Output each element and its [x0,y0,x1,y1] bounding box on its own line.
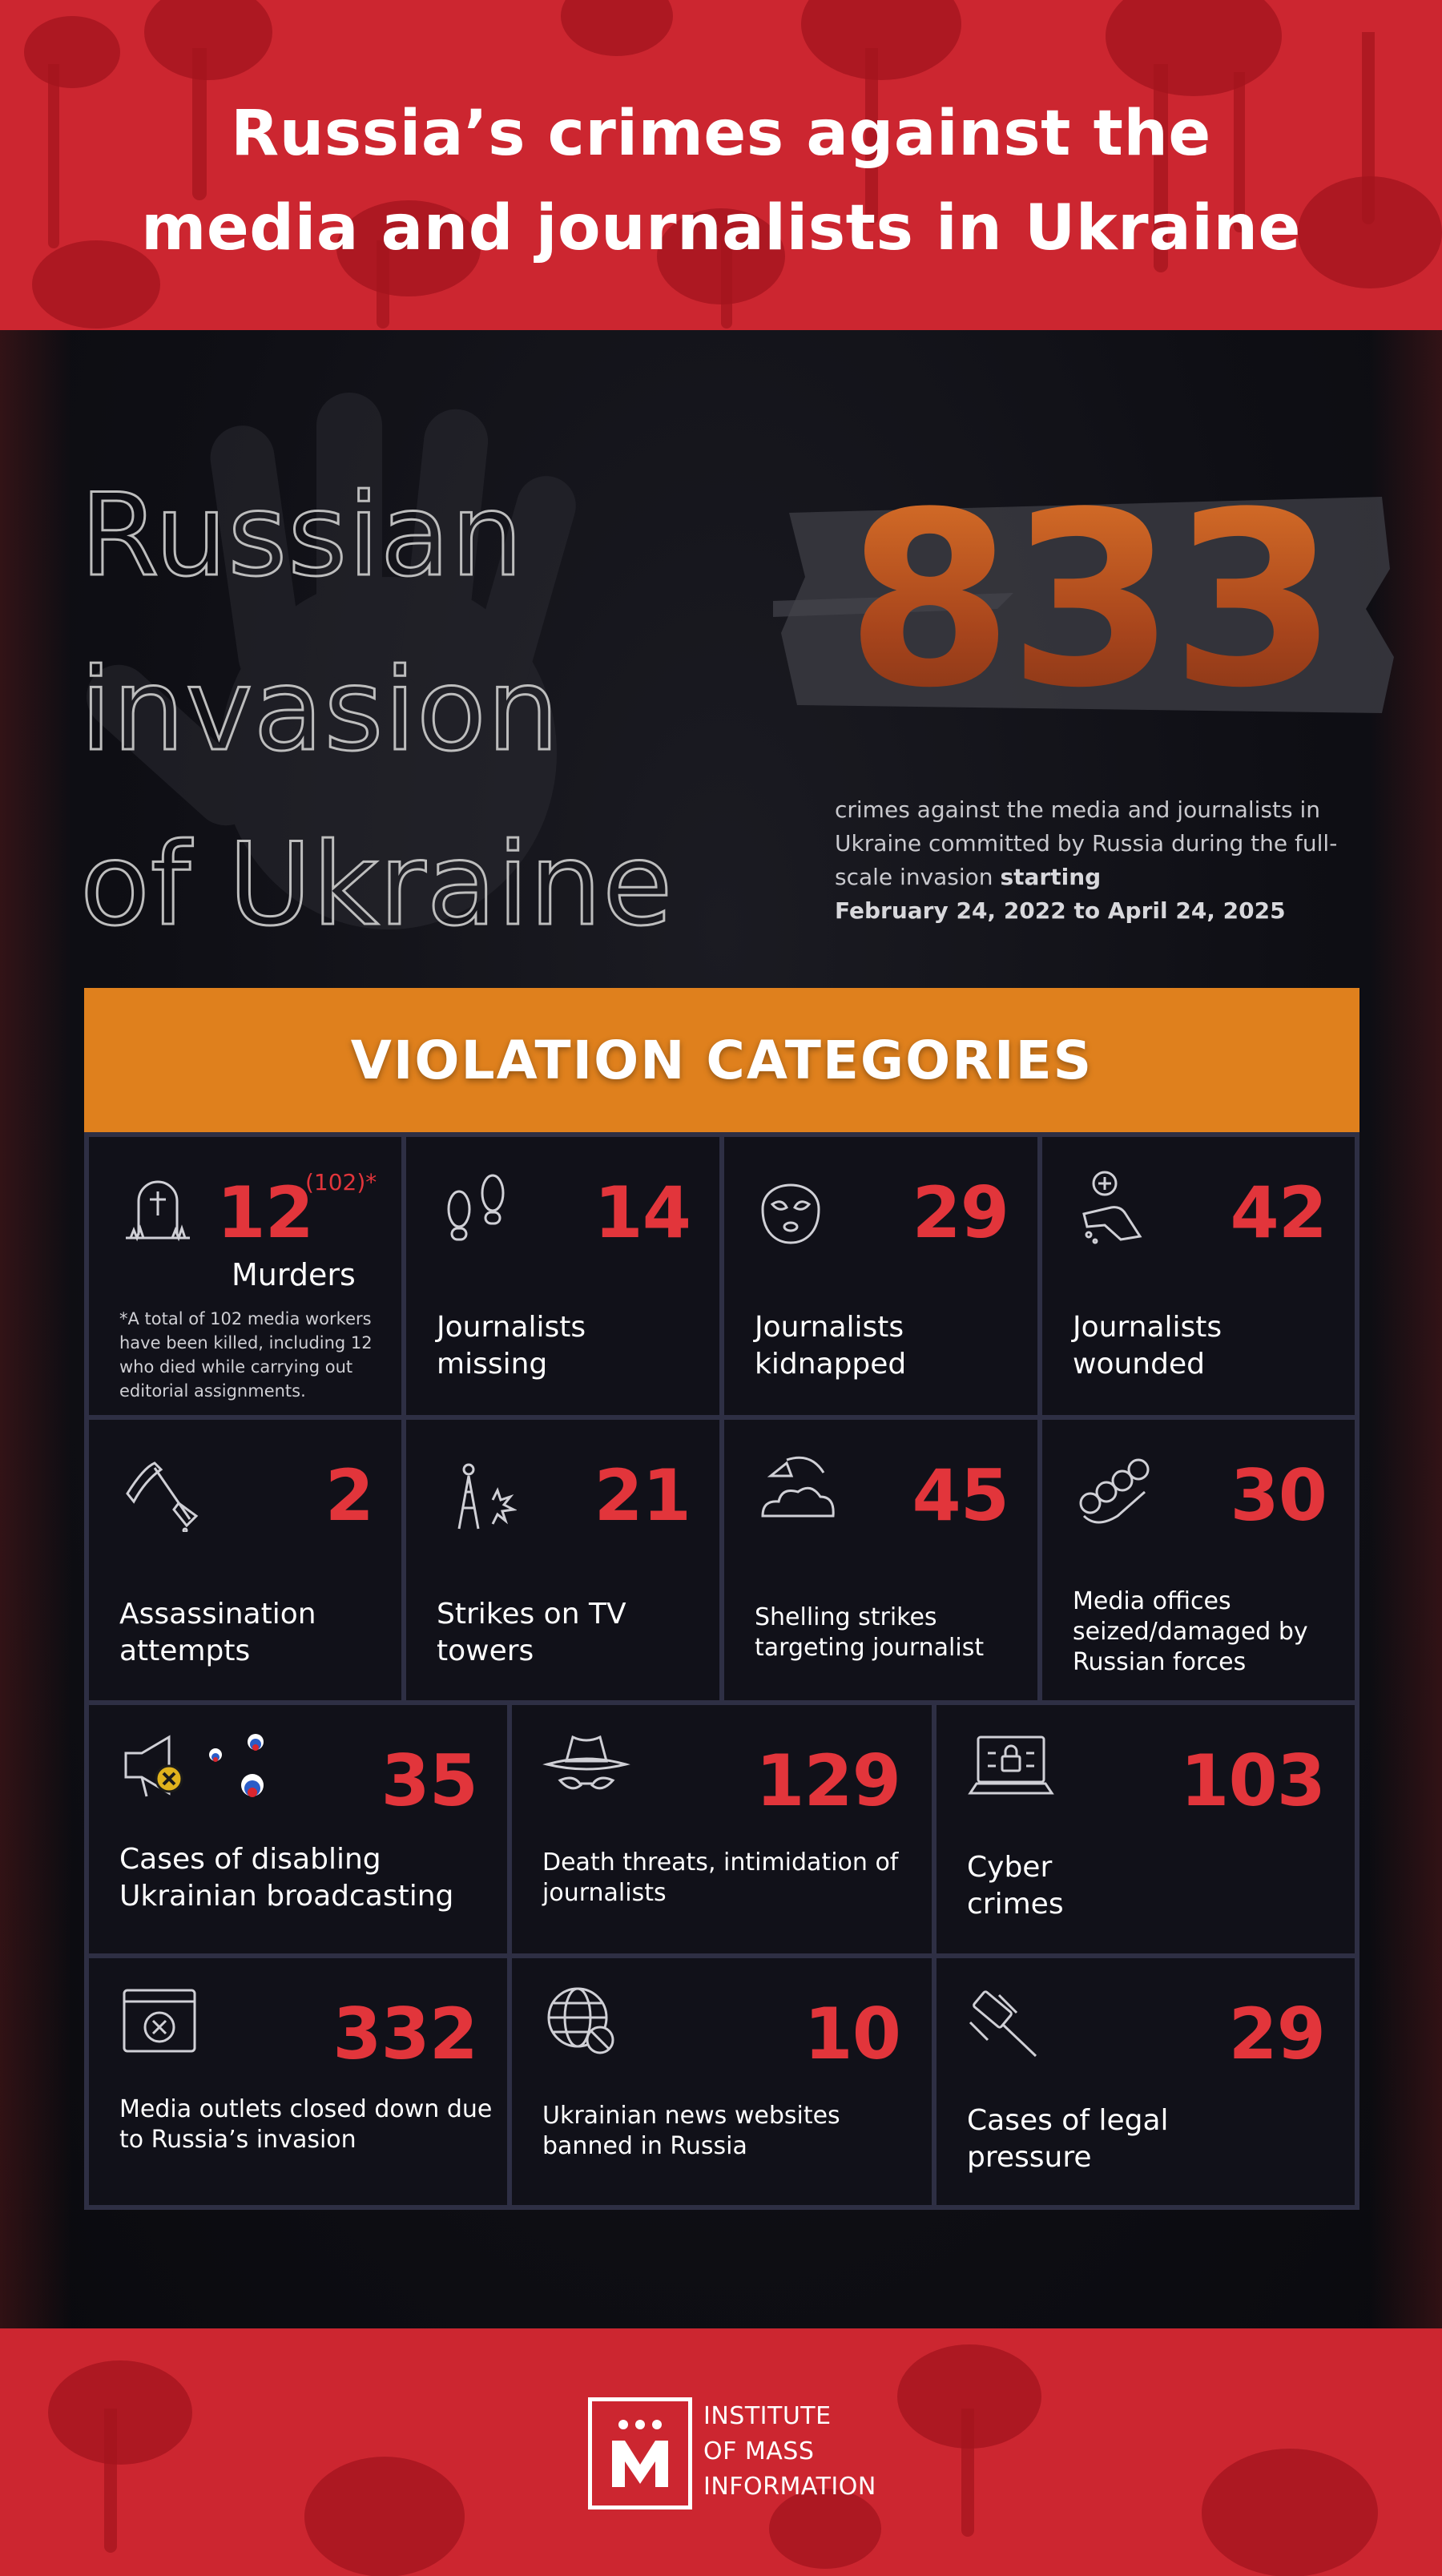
tv-tower-strike-icon [437,1452,517,1532]
kidnapped-label: Journalists kidnapped [755,1311,907,1381]
outline-line-2: invasion [80,644,560,776]
violation-categories-title: VIOLATION CATEGORIES [350,1029,1094,1091]
assassination-label: Assassination attempts [119,1598,316,1667]
outline-line-1: Russian [80,470,524,602]
imi-logo-text [703,2399,876,2505]
logo-line-2: OF MASS [703,2437,815,2465]
media-offices-count: 30 [1230,1454,1327,1537]
outline-line-3: of Ukraine [80,819,674,951]
globe-ban-icon [542,1982,622,2062]
websites-banned-count: 10 [804,1993,900,2075]
logo-line-1: INSTITUTE [703,2402,832,2430]
murders-label: Murders [232,1257,356,1292]
page-title-line-2: media and journalists in Ukraine [141,192,1301,264]
broadcasting-label: Cases of disabling Ukrainian broadcasting [119,1843,454,1913]
category-card-murders [87,1135,404,1417]
megaphone-icon [119,1729,272,1809]
media-offices-label: Media offices seized/damaged by Russian forces [1073,1587,1308,1676]
category-card-wounded [1040,1135,1357,1417]
murders-total-superscript: (102)* [305,1169,377,1195]
category-card-threats [510,1703,934,1956]
category-card-broadcasting [87,1703,510,1956]
intro-text [835,793,1355,928]
category-card-media-offices [1040,1417,1357,1703]
axe-icon [119,1452,199,1532]
murders-footnote: *A total of 102 media workers have been killed, including 12 who died while carrying out editorial assignments. [119,1309,373,1401]
shelling-count: 45 [912,1454,1009,1537]
balaclava-mask-icon [755,1169,827,1246]
laptop-lock-icon [967,1729,1055,1809]
wounded-hand-icon [1073,1166,1153,1246]
kidnapped-count: 29 [912,1171,1009,1254]
category-card-outlets-closed [87,1956,510,2207]
cyber-count: 103 [1180,1740,1325,1822]
page-title-line-1: Russia’s crimes against the [231,98,1211,170]
page-title [0,87,1442,276]
category-card-missing [404,1135,722,1417]
legal-pressure-label: Cases of legal pressure [967,2104,1169,2174]
left-glow [0,330,72,2328]
grave-icon [119,1169,196,1246]
total-crimes-number: 833 [801,457,1378,745]
tv-towers-count: 21 [594,1454,691,1537]
websites-banned-label: Ukrainian news websites banned in Russia [542,2102,840,2160]
category-card-cyber [934,1703,1357,1956]
wounded-count: 42 [1230,1171,1327,1254]
threats-count: 129 [755,1740,900,1822]
invasion-outline-title [80,449,785,973]
shelling-icon [755,1452,843,1532]
footer-banner [0,2328,1442,2576]
violation-categories-banner [84,988,1359,1132]
category-card-kidnapped [722,1135,1040,1417]
broadcasting-count: 35 [381,1740,477,1822]
wounded-label: Journalists wounded [1073,1311,1222,1381]
outlets-closed-count: 332 [332,1993,477,2075]
category-card-shelling [722,1417,1040,1703]
missing-label: Journalists missing [437,1311,586,1381]
outlets-closed-label: Media outlets closed down due to Russia’s invasion [119,2095,493,2154]
imi-logo-icon [588,2397,692,2509]
category-card-tv-towers [404,1417,722,1703]
footprints-icon [437,1169,517,1246]
legal-pressure-count: 29 [1228,1993,1325,2075]
category-card-websites-banned [510,1956,934,2207]
intro-description: crimes against the media and journalists in Ukraine committed by Russia during the full-scale invasion [835,796,1338,890]
missing-count: 14 [594,1171,691,1254]
shelling-label: Shelling strikes targeting journalist [755,1603,985,1662]
category-card-assassination [87,1417,404,1703]
assassination-count: 2 [324,1454,373,1537]
cyber-label: Cyber crimes [967,1851,1064,1921]
gavel-icon [967,1982,1047,2062]
threats-label: Death threats, intimidation of journalists [542,1848,899,1907]
header-banner [0,0,1442,330]
logo-line-3: INFORMATION [703,2473,876,2501]
intro-starting: starting [1000,864,1102,890]
spy-hat-icon [542,1729,630,1809]
category-card-legal-pressure [934,1956,1357,2207]
intro-date-range: February 24, 2022 to April 24, 2025 [835,897,1286,924]
closed-window-icon [119,1982,199,2062]
murders-count: 12 [216,1171,313,1254]
tv-towers-label: Strikes on TV towers [437,1598,626,1667]
brass-knuckles-icon [1073,1452,1153,1532]
